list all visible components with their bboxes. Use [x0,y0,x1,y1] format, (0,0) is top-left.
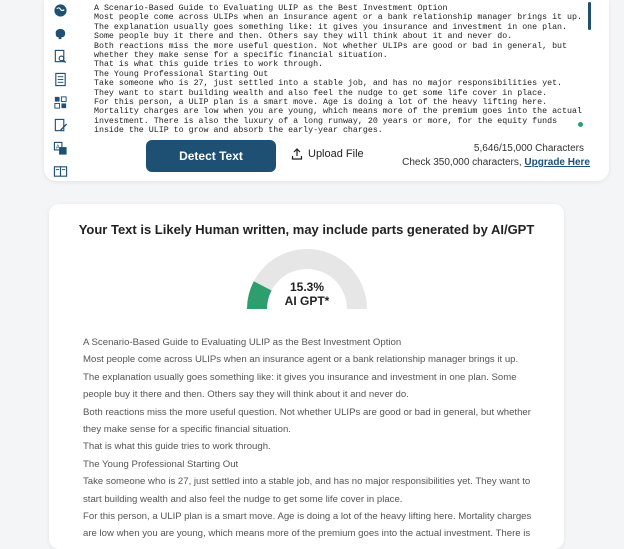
editor-line: Most people come across ULIPs when an insurance agent or a bank relationship manager brings it up. The explanation usually goes something like: it gives you insurance and investment in one plan. Some people buy it there and then. Others say they will think about it and never do. [94,13,582,42]
result-paragraph: A Scenario-Based Guide to Evaluating ULIP as the Best Investment Option [83,337,402,348]
result-paragraph: The explanation usually goes something like: it gives you insurance and investment in one plan. Some people buy it there and then. Others say they will think about it and never do. [83,371,517,401]
editor-line: Both reactions miss the more useful question. Not whether ULIPs are good or bad in general, but whether they make sense for a specific financial situation. [94,41,567,61]
editor-line: Take someone who is 27, just settled into a stable job, and has no major responsibilities yet. They want to start building wealth and also feel the nudge to get some life cover in place. [94,79,563,98]
status-dot [578,122,583,127]
grid-icon[interactable] [52,94,68,110]
document-icon[interactable] [52,71,68,87]
result-paragraph: Most people come across ULIPs when an insurance agent or a bank relationship manager brings it up. [83,354,519,366]
analyzed-text [83,334,533,543]
editor-line: That is what this guide tries to work through. [94,60,324,70]
result-paragraph: Both reactions miss the more useful question. Not whether ULIPs are good or bad in general, but whether they make sense for a specific financial situation. [83,406,531,436]
result-paragraph: Take someone who is 27, just settled into a stable job, and has no major responsibilities yet. They want to start building wealth and also feel the nudge to get some life cover in place. [83,476,531,505]
upload-label: Upload File [308,148,364,160]
result-title: Your Text is Likely Human written, may include parts generated by AI/GPT [78,222,535,237]
editor-line: The Young Professional Starting Out [94,69,269,79]
ai-percent: 15.3% [289,280,325,294]
gauge-readout [246,280,368,308]
detect-text-button[interactable]: Detect Text [146,140,276,172]
translate-icon[interactable] [52,140,68,156]
edit-doc-icon[interactable] [52,117,68,133]
result-paragraph: The Young Professional Starting Out [83,458,239,470]
upload-icon [291,148,303,160]
editor-line: A Scenario-Based Guide to Evaluating ULIP as the Best Investment Option [94,4,448,13]
character-count: 5,646/15,000 Characters [473,143,584,154]
editor-scrollbar[interactable] [588,2,591,30]
text-editor[interactable] [94,4,586,136]
result-paragraph: That is what this guide tries to work through. [83,441,271,453]
compare-icon[interactable] [52,163,68,179]
upgrade-notice [330,157,590,168]
svg-text:A: A [55,144,60,150]
tool-sidebar [52,2,70,186]
result-paragraph: For this person, a ULIP plan is a smart move. Age is doing a lot of the heavy lifting here. Mortality charges are low when you are young, which means more of the premium goes into the actual investment. There is [83,511,532,540]
editor-line: For this person, a ULIP plan is a smart move. Age is doing a lot of the heavy lifting here. Mortality charges are low when you are young, which means more of the premium goes into the actual investment. There is also the luxury of a long runway, 20 years or more, for the equity funds inside the ULIP to grow and absorb the early-year charges. [94,98,582,136]
upgrade-link[interactable]: Upgrade Here [524,157,590,168]
ai-gpt-label: AI GPT* [284,294,330,308]
globe-icon[interactable] [52,2,68,18]
check-text: Check 350,000 characters, [402,157,525,168]
brain-icon[interactable] [52,25,68,41]
search-doc-icon[interactable] [52,48,68,64]
